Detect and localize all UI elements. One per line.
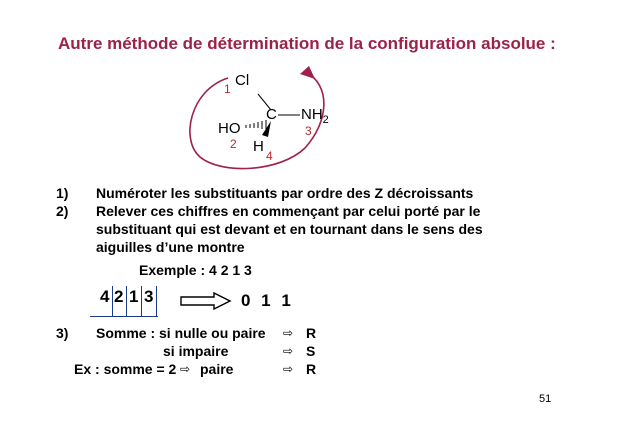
step-2-line3: aiguilles d’une montre xyxy=(96,239,245,255)
box-divider xyxy=(112,286,113,316)
atom-ho: HO xyxy=(218,120,241,137)
rank-ho: 2 xyxy=(230,137,237,151)
box-digit: 1 xyxy=(129,287,139,306)
rotation-arrowhead xyxy=(300,66,315,79)
rank-nh2: 3 xyxy=(305,124,312,138)
atom-cl: Cl xyxy=(235,72,250,89)
example-text: Exemple : 4 2 1 3 xyxy=(139,262,252,278)
box-divider xyxy=(141,286,142,316)
page-number: 51 xyxy=(539,393,552,405)
atom-c: C xyxy=(266,106,277,123)
step-1: 1) Numéroter les substituants par ordre des Z décroissants xyxy=(56,185,474,201)
step-2: 2) Relever ces chiffres en commençant par celui porté par le xyxy=(56,203,481,219)
atom-nh2: $NH_2$ xyxy=(301,106,329,126)
result-digits: 0 1 1 xyxy=(241,291,291,310)
box-divider xyxy=(126,286,127,316)
rule-impaire: si impaire ⇨ S xyxy=(163,343,316,359)
step-2-line2: substituant qui est devant et en tournant dans le sens des xyxy=(96,221,483,237)
open-arrow-icon: ⇨ xyxy=(283,362,294,376)
box-divider xyxy=(156,286,157,316)
box-digit: 4 xyxy=(100,287,110,306)
rule-example: Ex : somme = 2 ⇨ paire ⇨ R xyxy=(74,361,317,377)
box-digit: 2 xyxy=(114,287,124,306)
rule-3: 3) Somme : si nulle ou paire ⇨ R xyxy=(56,325,317,341)
box-digit: 3 xyxy=(144,287,154,306)
open-arrow-icon: ⇨ xyxy=(283,344,294,358)
open-arrow-icon: ⇨ xyxy=(180,362,191,376)
hollow-arrow-icon xyxy=(180,292,232,310)
hashed-bond-c-ho xyxy=(246,120,266,129)
open-arrow-icon: ⇨ xyxy=(283,326,294,340)
rank-cl: 1 xyxy=(224,82,231,96)
atom-h: H xyxy=(253,138,264,155)
rank-h: 4 xyxy=(266,149,273,163)
slide-title: Autre méthode de détermination de la configuration absolue : xyxy=(58,34,556,53)
